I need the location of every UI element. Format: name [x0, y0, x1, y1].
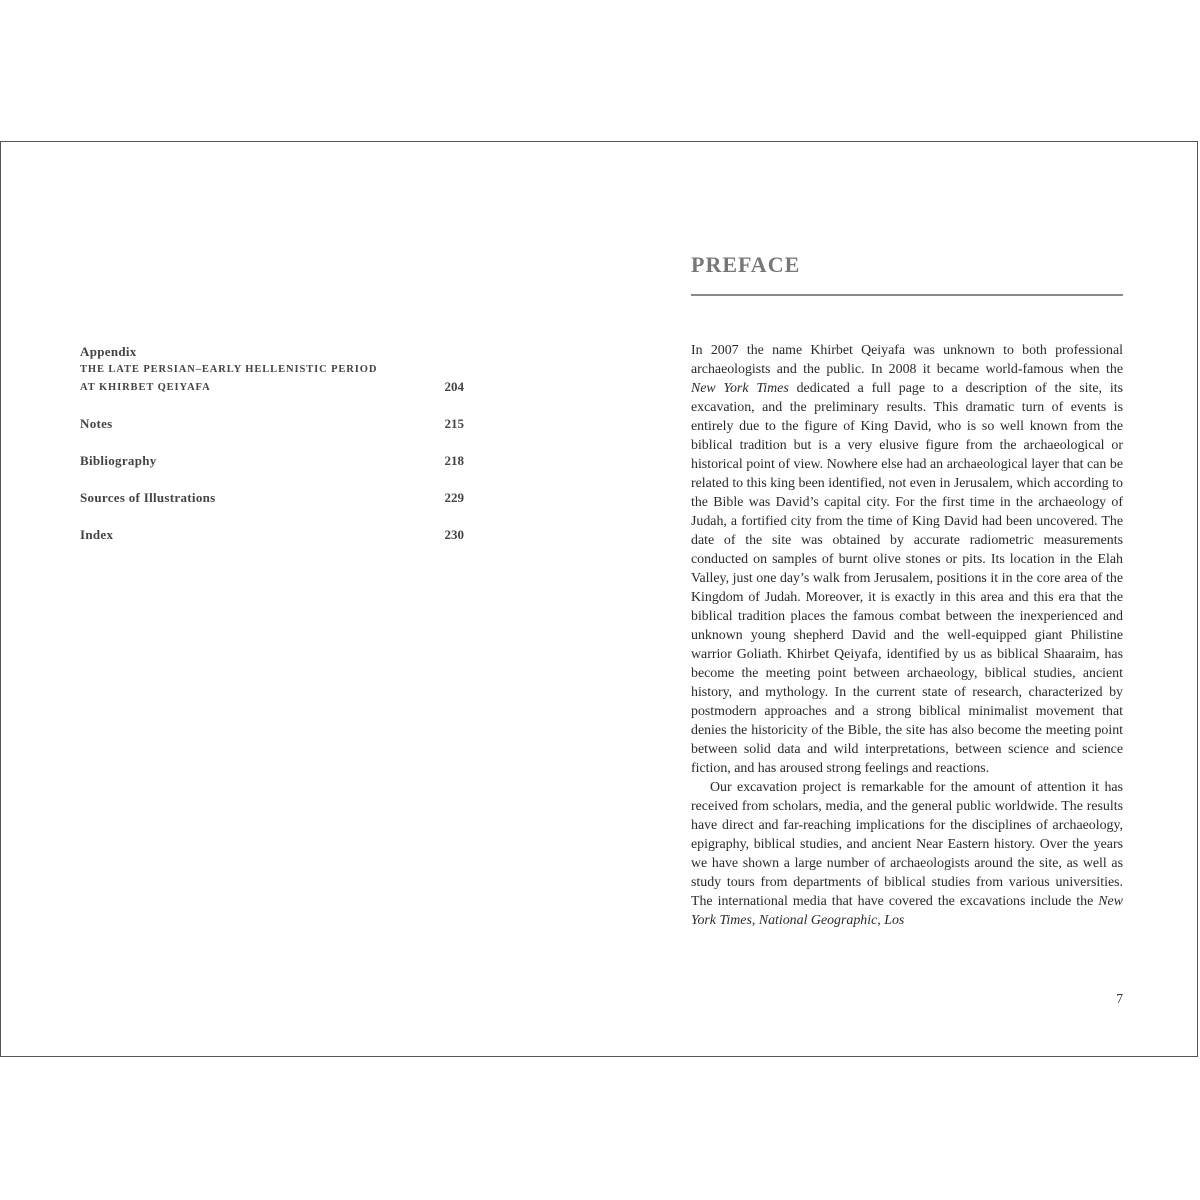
toc-appendix-page: 204: [444, 379, 464, 394]
toc-appendix-title-line2: AT KHIRBET QEIYAFA: [80, 381, 211, 393]
title-divider: [691, 294, 1123, 296]
paragraph-2-text-a: Our excavation project is remarkable for the amount of attention it has received from scholars, media, and the general public worldwide. The results have direct and far-reaching implications for the disciplines of archaeology, epigraphy, biblical studies, and ancient Near Eastern history. Over the years we have shown a large number of archaeologists around the site, as well as study tours from departments of biblical studies from various universities. The international media that have covered the excavations include the: [691, 780, 1123, 909]
toc-appendix-title-line1: THE LATE PERSIAN–EARLY HELLENISTIC PERIOD: [80, 364, 378, 375]
toc-index-page: 230: [444, 527, 464, 542]
table-of-contents: [80, 343, 464, 544]
paragraph-2-sep-1: ,: [751, 913, 759, 928]
paragraph-2-italic-los: Los: [884, 913, 905, 928]
paragraph-2-sep-2: ,: [877, 913, 885, 928]
paragraph-1-text-b: dedicated a full page to a description of the site, its excavation, and the preliminary results. This dramatic turn of events is entirely due to the figure of King David, who is so well known from the biblical tradition but is a very elusive figure from the archaeological or historical point of view. Nowhere else had an archaeological layer that can be related to this king been identified, not even in Jerusalem, which according to the Bible was David’s capital city. For the first time in the archaeology of Judah, a fortified city from the time of King David had been uncovered. The date of the site was obtained by accurate radiometric measurements conducted on samples of burnt olive stones or pits. Its location in the Elah Valley, just one day’s walk from Jerusalem, positions it in the core area of the Kingdom of Judah. Moreover, it is exactly in this area and this era that the biblical tradition places the famous combat between the inexperienced and unknown young shepherd David and the well-equipped giant Philistine warrior Goliath. Khirbet Qeiyafa, identified by us as biblical Shaaraim, has become the meeting point between archaeology, biblical studies, ancient history, and mythology. In the current state of research, characterized by postmodern approaches and a strong biblical minimalist movement that denies the historicity of the Bible, the site has also become the meeting point between solid data and wild interpretations, between science and science fiction, and has aroused strong feelings and reactions.: [691, 381, 1123, 776]
page-number: 7: [1116, 991, 1123, 1006]
toc-sources-label: Sources of Illustrations: [80, 490, 216, 505]
paragraph-2-italic-nyt: New York Times: [691, 894, 1123, 928]
toc-entry-notes: [80, 415, 464, 433]
toc-bibliography-label: Bibliography: [80, 453, 157, 468]
paragraph-1-italic-nyt: New York Times: [691, 381, 789, 396]
toc-appendix-label: Appendix: [80, 344, 137, 359]
toc-index-label: Index: [80, 527, 114, 542]
toc-entry-index: [80, 526, 464, 544]
paragraph-2: [691, 778, 1123, 930]
paragraph-1: [691, 341, 1123, 778]
toc-entry-appendix: [80, 343, 464, 396]
preface-body: [691, 341, 1123, 930]
book-spread: [0, 141, 1198, 1057]
toc-sources-page: 229: [444, 490, 464, 505]
toc-entry-sources-of-illustrations: [80, 489, 464, 507]
chapter-title: PREFACE: [691, 252, 801, 277]
toc-bibliography-page: 218: [444, 453, 464, 468]
toc-notes-page: 215: [444, 416, 464, 431]
toc-entry-bibliography: [80, 452, 464, 470]
toc-notes-label: Notes: [80, 416, 113, 431]
paragraph-1-text-a: In 2007 the name Khirbet Qeiyafa was unknown to both professional archaeologists and the public. In 2008 it became world-famous when the: [691, 343, 1123, 377]
paragraph-2-italic-natgeo: National Geographic: [758, 913, 878, 928]
